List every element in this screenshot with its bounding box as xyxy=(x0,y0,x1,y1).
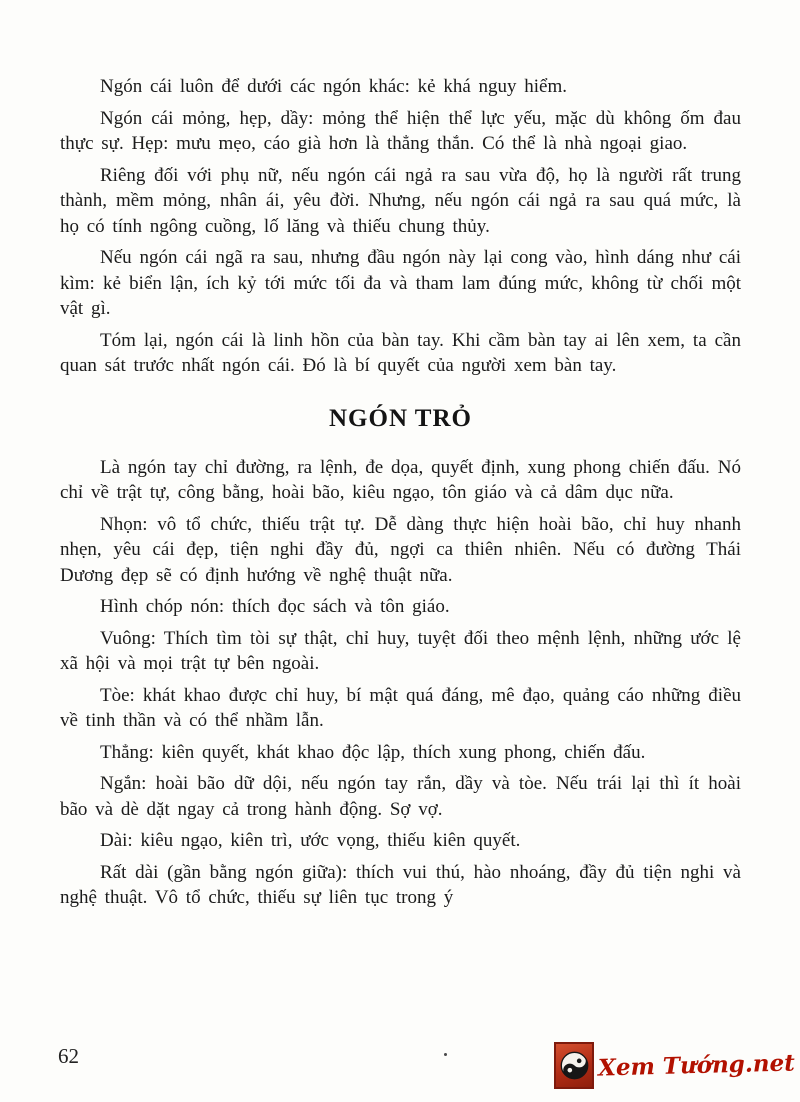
paragraph: Ngón cái luôn để dưới các ngón khác: kẻ khá nguy hiểm. xyxy=(100,76,568,97)
page-body-text xyxy=(60,74,741,917)
paragraph: Nếu ngón cái ngã ra sau, nhưng đầu ngón này lại cong vào, hình dáng như cái kìm: kẻ biển lận, ích kỷ tới mức tối đa và tham lam đúng mức, không từ chối một vật gì. xyxy=(60,247,741,319)
paragraph: Ngón cái mỏng, hẹp, dầy: mỏng thể hiện thể lực yếu, mặc dù không ốm đau thực sự. Hẹp: mưu mẹo, cáo già hơn là thẳng thắn. Có thể là nhà ngoại giao. xyxy=(60,107,741,154)
paragraph: Riêng đối với phụ nữ, nếu ngón cái ngả ra sau vừa độ, họ là người rất trung thành, mềm mỏng, nhân ái, yêu đời. Nhưng, nếu ngón cái ngả ra sau quá mức, là họ có tính ngông cuồng, lố lăng và thiếu chung thủy. xyxy=(60,164,741,237)
paragraph: Ngắn: hoài bão dữ dội, nếu ngón tay rắn, dầy và tòe. Nếu trái lại thì ít hoài bão và dè dặt ngay cả trong hành động. Sợ vợ. xyxy=(60,773,741,820)
paragraph: Rất dài (gần bằng ngón giữa): thích vui thú, hào nhoáng, đầy đủ tiện nghi và nghệ thuật. Vô tổ chức, thiếu sự liên tục trong ý xyxy=(60,861,741,908)
paragraph: Tóm lại, ngón cái là linh hồn của bàn tay. Khi cầm bàn tay ai lên xem, ta cần quan sát trước nhất ngón cái. Đó là bí quyết của người xem bàn tay. xyxy=(60,329,741,376)
paragraph: Nhọn: vô tổ chức, thiếu trật tự. Dễ dàng thực hiện hoài bão, chỉ huy nhanh nhẹn, yêu cái đẹp, tiện nghi đầy đủ, ngợi ca thiên nhiên. Nếu có đường Thái Dương đẹp sẽ có định hướng về nghệ thuật nữa. xyxy=(60,513,741,586)
watermark xyxy=(554,1042,795,1089)
paragraph: Hình chóp nón: thích đọc sách và tôn giáo. xyxy=(100,596,450,617)
yin-yang-icon xyxy=(554,1042,594,1089)
paragraph: Dài: kiêu ngạo, kiên trì, ước vọng, thiếu kiên quyết. xyxy=(100,830,521,851)
watermark-text: Xem Tướng.net xyxy=(597,1049,796,1082)
paragraph: Là ngón tay chỉ đường, ra lệnh, đe dọa, quyết định, xung phong chiến đấu. Nó chỉ về trật tự, công bằng, hoài bão, kiêu ngạo, tôn giáo và cả dâm dục nữa. xyxy=(60,456,741,503)
paragraph: Tòe: khát khao được chỉ huy, bí mật quá đáng, mê đạo, quảng cáo những điều về tinh thần và có thể nhầm lẫn. xyxy=(60,684,741,731)
section-heading: NGÓN TRỎ xyxy=(329,404,472,432)
page-number: 62 xyxy=(58,1044,79,1068)
paragraph: Thẳng: kiên quyết, khát khao độc lập, thích xung phong, chiến đấu. xyxy=(100,741,646,763)
scan-artifact-dot xyxy=(444,1053,447,1056)
paragraph: Vuông: Thích tìm tòi sự thật, chỉ huy, tuyệt đối theo mệnh lệnh, những ước lệ xã hội và mọi trật tự bên ngoài. xyxy=(60,627,741,674)
